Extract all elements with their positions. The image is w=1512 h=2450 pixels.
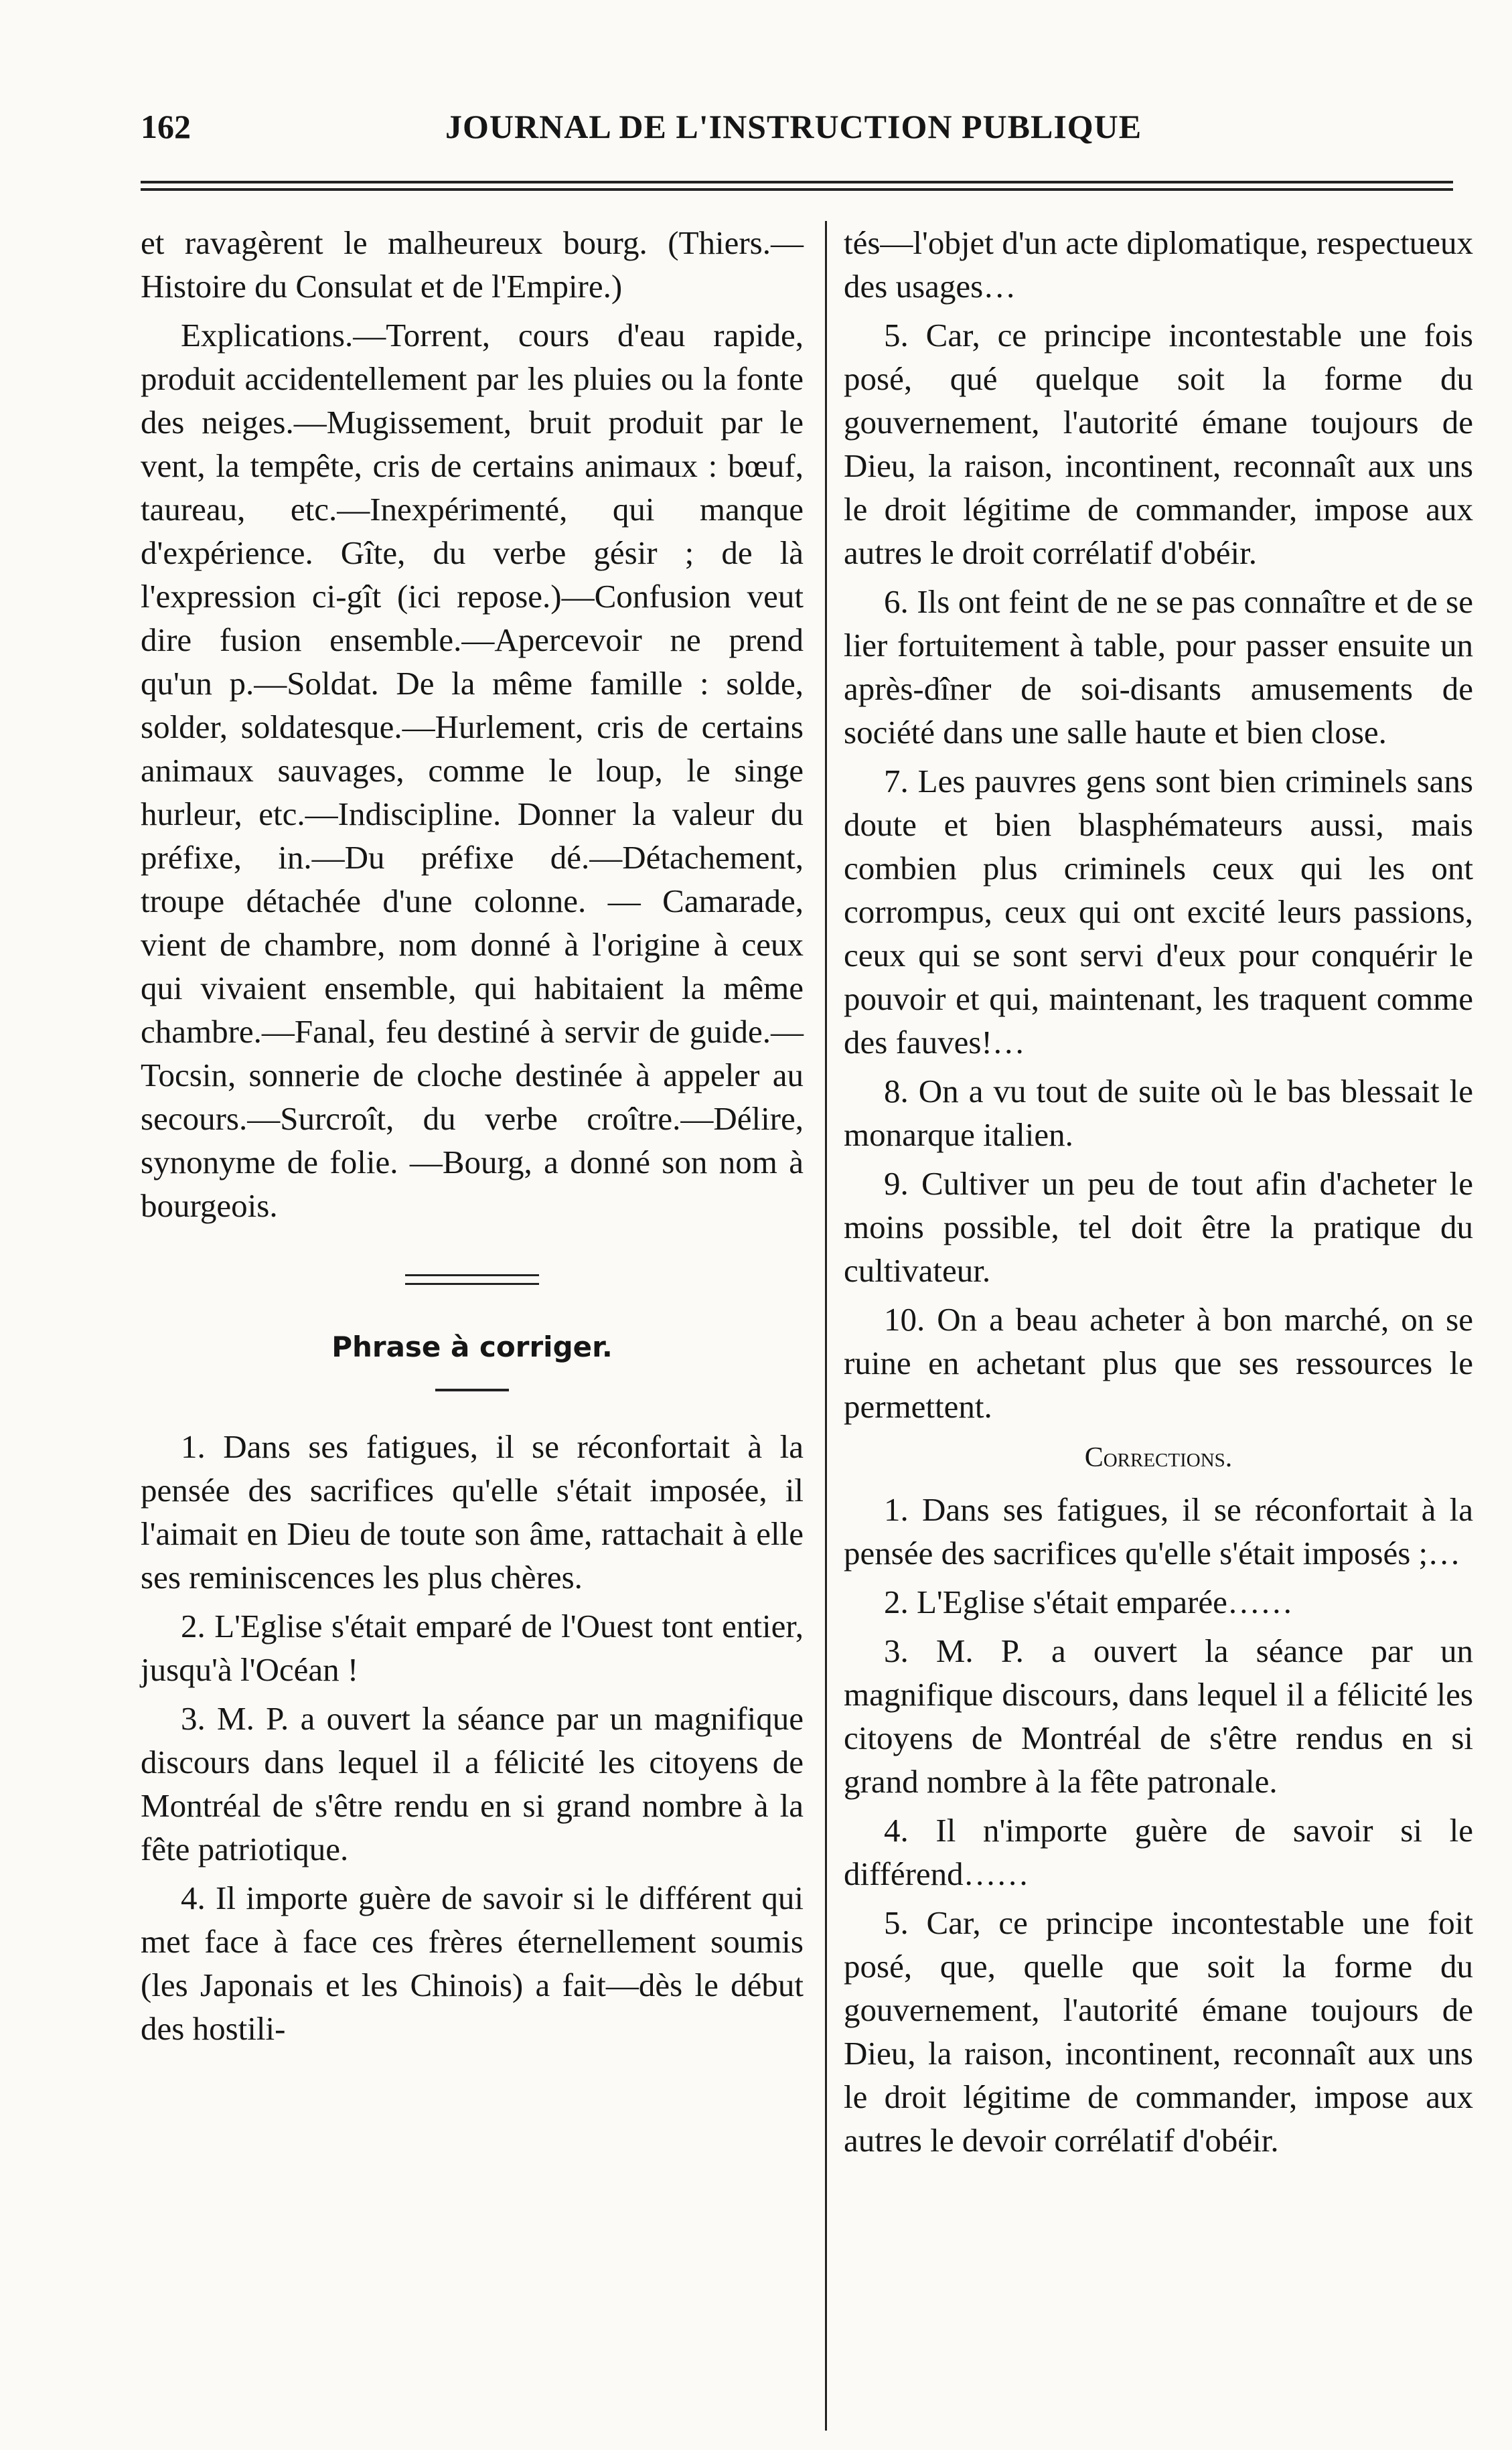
phrase-item: 3. M. P. a ouvert la séance par un magnifique discours dans lequel il a félicité les citoyens de Montréal de s'être rendu en si grand nombre à la fête patriotique. (141, 1700, 804, 1867)
correction-item: 4. Il n'importe guère de savoir si le différend…… (844, 1812, 1473, 1892)
section-title: Phrase à corriger. (331, 1330, 613, 1363)
header-double-rule (141, 181, 1453, 196)
phrase-item: 2. L'Eglise s'était emparé de l'Ouest tont entier, jusqu'à l'Océan ! (141, 1608, 804, 1688)
correction-item: 1. Dans ses fatigues, il se réconfortait à la pensée des sacrifices qu'elle s'était imposés ;… (844, 1491, 1473, 1572)
journal-title: JOURNAL DE L'INSTRUCTION PUBLIQUE (445, 108, 1142, 145)
continuation-paragraph: tés—l'objet d'un acte diplomatique, respectueux des usages… (844, 224, 1473, 305)
corrections-heading: Corrections. (1084, 1442, 1233, 1473)
column-divider (825, 221, 827, 2431)
correction-item: 2. L'Eglise s'était emparée…… (884, 1584, 1293, 1620)
journal-page (127, 100, 1473, 2159)
phrase-item: 4. Il importe guère de savoir si le différent qui met face à face ces frères éternellement soumis (les Japonais et les Chinois) a fait—dès le début des hostili- (141, 1880, 804, 2047)
intro-paragraph: et ravagèrent le malheureux bourg. (Thiers.—Histoire du Consulat et de l'Empire.) (141, 224, 804, 305)
phrase-item: 8. On a vu tout de suite où le bas blessait le monarque italien. (844, 1073, 1473, 1153)
phrase-item: 7. Les pauvres gens sont bien criminels sans doute et bien blasphémateurs aussi, mais combien plus criminels ceux qui les ont corrompus, ceux qui ont excité leurs passions, ceux qui se sont servi d'eux pour conquérir le pouvoir et qui, maintenant, les traquent comme des fauves!… (844, 763, 1473, 1061)
phrase-item: 6. Ils ont feint de ne se pas connaître et de se lier fortuitement à table, pour passer ensuite un après-dîner de soi-disants amusements de société dans une salle haute et bien close. (844, 583, 1473, 751)
phrase-item: 1. Dans ses fatigues, il se réconfortait à la pensée des sacrifices qu'elle s'était imposée, il l'aimait en Dieu de toute son âme, rattachait à elle ses reminiscences les plus chères. (141, 1428, 804, 1596)
short-rule (435, 1389, 509, 1391)
correction-item: 3. M. P. a ouvert la séance par un magnifique discours, dans lequel il a félicité les citoyens de Montréal de s'être rendus en si grand nombre à la fête patronale. (844, 1632, 1473, 1800)
left-column (141, 221, 804, 2056)
page-number: 162 (141, 108, 191, 145)
page-header (127, 100, 1466, 161)
correction-item: 5. Car, ce principe incontestable une foit posé, que, quelle que soit la forme du gouvernement, l'autorité émane toujours de Dieu, la raison, incontinent, reconnaît aux uns le droit légitime de commander, impose aux autres le devoir corrélatif d'obéir. (844, 1904, 1473, 2159)
phrase-item: 5. Car, ce principe incontestable une fois posé, qué quelque soit la forme du gouvernement, l'autorité émane toujours de Dieu, la raison, incontinent, reconnaît aux uns le droit légitime de commander, impose aux autres le droit corrélatif d'obéir. (844, 317, 1473, 571)
phrase-item: 9. Cultiver un peu de tout afin d'acheter le moins possible, tel doit être la pratique du cultivateur. (844, 1165, 1473, 1289)
phrase-item: 10. On a beau acheter à bon marché, on se ruine en achetant plus que ses ressources le permettent. (844, 1301, 1473, 1425)
section-divider (405, 1274, 539, 1285)
explications-paragraph: Explications.—Torrent, cours d'eau rapide, produit accidentellement par les pluies ou la fonte des neiges.—Mugissement, bruit produit par le vent, la tempête, cris de certains animaux : bœuf, taureau, etc.—Inexpérimenté, qui manque d'expérience. Gîte, du verbe gésir ; de là l'expression ci-gît (ici repose.)—Confusion veut dire fusion ensemble.—Apercevoir ne prend qu'un p.—Soldat. De la même famille : solde, solder, soldatesque.—Hurlement, cris de certains animaux sauvages, comme le loup, le singe hurleur, etc.—Indiscipline. Donner la valeur du préfixe, in.—Du préfixe dé.—Détachement, troupe détachée d'une colonne. — Camarade, vient de chambre, nom donné à l'origine à ceux qui vivaient ensemble, qui habitaient la même chambre.—Fanal, feu destiné à servir de guide.—Tocsin, sonnerie de cloche destinée à appeler au secours.—Surcroît, du verbe croître.—Délire, synonyme de folie. —Bourg, a donné son nom à bourgeois. (141, 317, 804, 1224)
right-column (844, 221, 1473, 2167)
two-column-body (141, 221, 1473, 2431)
